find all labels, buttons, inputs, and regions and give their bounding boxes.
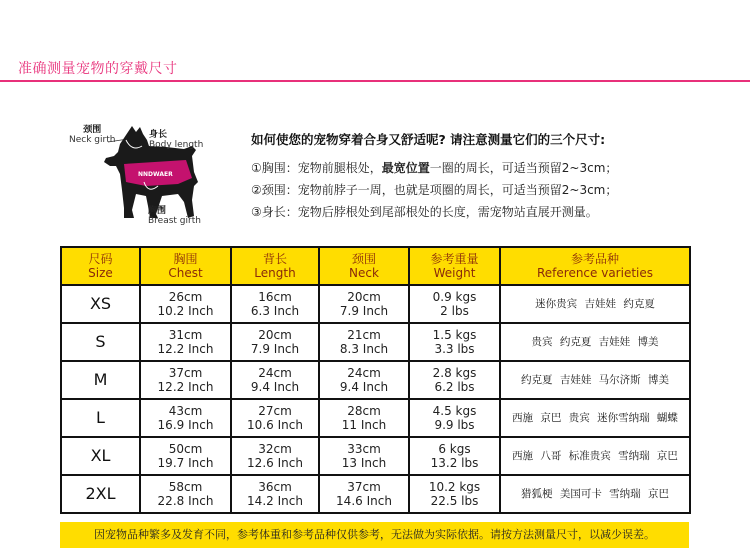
weight-cell: 2.8 kgs 6.2 lbs xyxy=(409,361,500,399)
length-cell: 24cm 9.4 Inch xyxy=(231,361,319,399)
header-varieties: 参考品种 Reference varieties xyxy=(500,247,690,285)
neck-cell: 20cm 7.9 Inch xyxy=(319,285,409,323)
size-cell: 2XL xyxy=(61,475,140,513)
chest-cell: 26cm 10.2 Inch xyxy=(140,285,231,323)
size-cell: S xyxy=(61,323,140,361)
size-cell: XS xyxy=(61,285,140,323)
table-row xyxy=(61,361,690,399)
size-cell: M xyxy=(61,361,140,399)
instruction-chest: ①胸围：宠物前腿根处，最宽位置一圈的周长，可适当预留2~3cm； xyxy=(251,161,618,175)
breeds-cell: 西施 京巴 贵宾 迷你雪纳瑞 蝴蝶 xyxy=(500,399,690,437)
weight-cell: 1.5 kgs 3.3 lbs xyxy=(409,323,500,361)
breeds-cell: 西施 八哥 标准贵宾 雪纳瑞 京巴 xyxy=(500,437,690,475)
instruction-neck: ②颈围：宠物前脖子一周，也就是项圈的周长，可适当预留2~3cm； xyxy=(251,183,618,197)
table-row xyxy=(61,285,690,323)
chest-cell: 37cm 12.2 Inch xyxy=(140,361,231,399)
table-row xyxy=(61,399,690,437)
chest-cell: 31cm 12.2 Inch xyxy=(140,323,231,361)
neck-girth-label xyxy=(69,125,115,145)
weight-cell: 6 kgs 13.2 lbs xyxy=(409,437,500,475)
length-cell: 16cm 6.3 Inch xyxy=(231,285,319,323)
weight-cell: 4.5 kgs 9.9 lbs xyxy=(409,399,500,437)
header-size: 尺码 Size xyxy=(61,247,140,285)
length-cell: 32cm 12.6 Inch xyxy=(231,437,319,475)
chest-cell: 58cm 22.8 Inch xyxy=(140,475,231,513)
chest-cell: 50cm 19.7 Inch xyxy=(140,437,231,475)
neck-cell: 28cm 11 Inch xyxy=(319,399,409,437)
dog-measurement-diagram xyxy=(66,122,216,232)
length-cell: 36cm 14.2 Inch xyxy=(231,475,319,513)
size-chart-table xyxy=(60,246,691,514)
shirt-brand-text: NNDWAER xyxy=(138,171,173,178)
neck-cell: 21cm 8.3 Inch xyxy=(319,323,409,361)
breeds-cell: 猎狐梗 美国可卡 雪纳瑞 京巴 xyxy=(500,475,690,513)
breast-girth-label xyxy=(148,206,201,226)
length-cell: 20cm 7.9 Inch xyxy=(231,323,319,361)
header-weight: 参考重量 Weight xyxy=(409,247,500,285)
disclaimer-note: 因宠物品种繁多及发育不同，参考体重和参考品种仅供参考，无法做为实际依据。请按方法测量尺寸，以减少误差。 xyxy=(60,522,689,548)
length-cell: 27cm 10.6 Inch xyxy=(231,399,319,437)
weight-cell: 10.2 kgs 22.5 lbs xyxy=(409,475,500,513)
header-neck: 颈围 Neck xyxy=(319,247,409,285)
size-cell: L xyxy=(61,399,140,437)
body-length-label-en: Body length xyxy=(149,140,204,150)
breast-girth-label-en: Breast girth xyxy=(148,216,201,226)
chest-cell: 43cm 16.9 Inch xyxy=(140,399,231,437)
neck-girth-label-en: Neck girth xyxy=(69,135,116,145)
weight-cell: 0.9 kgs 2 lbs xyxy=(409,285,500,323)
body-length-label-zh: 身长 xyxy=(149,130,168,140)
instruction-length: ③身长：宠物后脖根处到尾部根处的长度，需宠物站直展开测量。 xyxy=(251,205,598,219)
page-section-title: 准确测量宠物的穿戴尺寸 xyxy=(18,61,178,77)
neck-cell: 24cm 9.4 Inch xyxy=(319,361,409,399)
size-cell: XL xyxy=(61,437,140,475)
header-chest: 胸围 Chest xyxy=(140,247,231,285)
instructions-title: 如何使您的宠物穿着合身又舒适呢? 请注意测量它们的三个尺寸: xyxy=(251,132,606,147)
breast-girth-label-zh: 胸围 xyxy=(148,206,167,216)
header-length: 背长 Length xyxy=(231,247,319,285)
neck-cell: 33cm 13 Inch xyxy=(319,437,409,475)
breeds-cell: 迷你贵宾 吉娃娃 约克夏 xyxy=(500,285,690,323)
table-header-row xyxy=(61,247,690,285)
body-length-label xyxy=(149,130,203,150)
neck-girth-label-zh: 颈围 xyxy=(83,125,102,135)
table-row xyxy=(61,437,690,475)
measurement-instructions xyxy=(251,130,721,223)
section-divider xyxy=(0,80,750,82)
breeds-cell: 约克夏 吉娃娃 马尔济斯 博美 xyxy=(500,361,690,399)
table-row xyxy=(61,323,690,361)
neck-cell: 37cm 14.6 Inch xyxy=(319,475,409,513)
breeds-cell: 贵宾 约克夏 吉娃娃 博美 xyxy=(500,323,690,361)
table-row xyxy=(61,475,690,513)
